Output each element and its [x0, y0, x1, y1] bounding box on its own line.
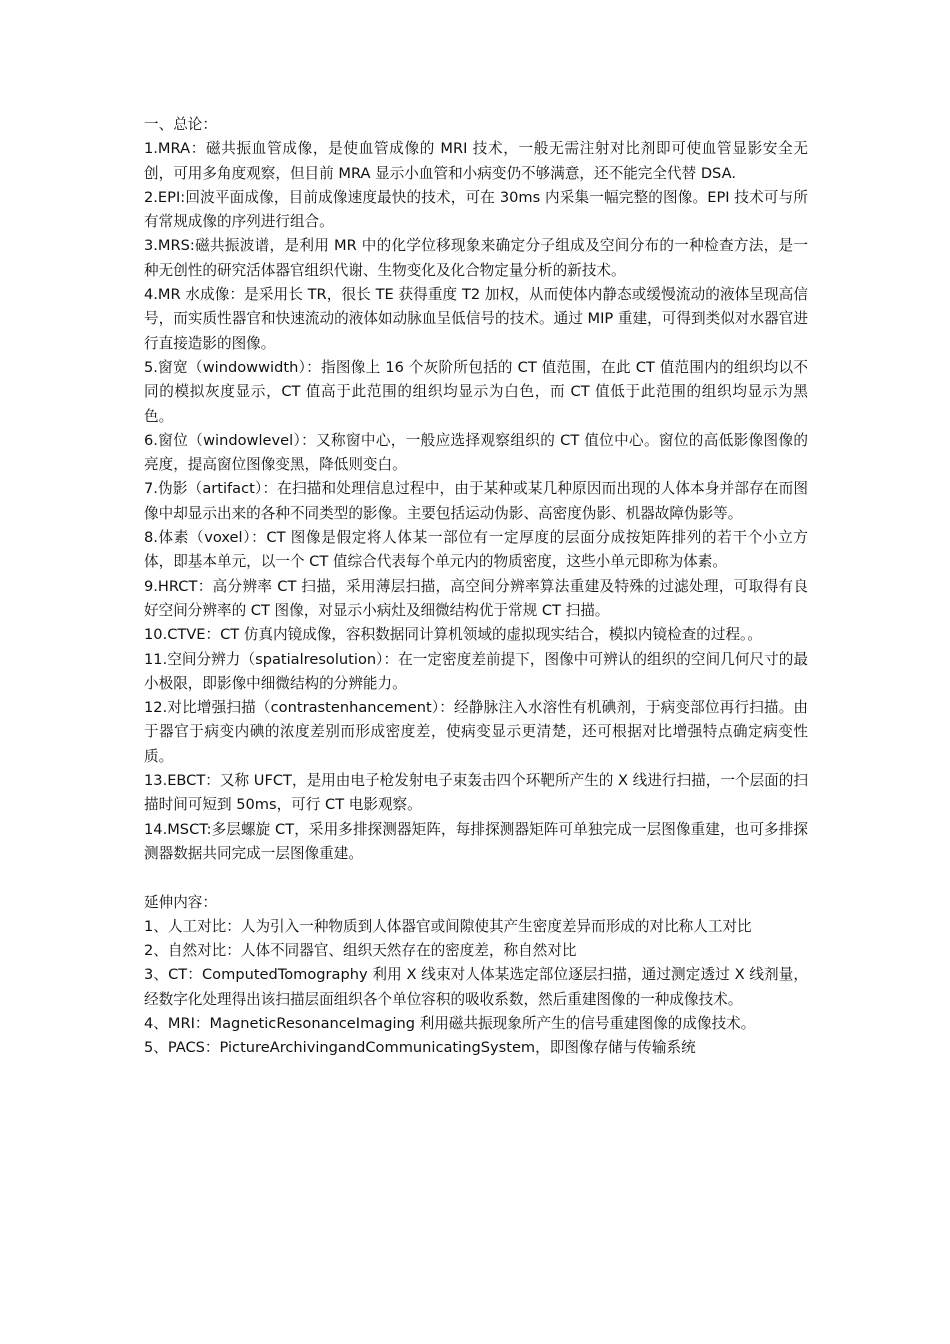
paragraph-hrct: 9.HRCT：高分辨率 CT 扫描，采用薄层扫描，高空间分辨率算法重建及特殊的过滤处理，可取得有良好空间分辨率的 CT 图像，对显示小病灶及细微结构优于常规 CT 扫描。 — [144, 577, 808, 619]
section-heading-general: 一、总论： — [144, 116, 217, 133]
paragraph-mra: 1.MRA：磁共振血管成像，是使血管成像的 MRI 技术，一般无需注射对比剂即可使血管显影安全无创，可用多角度观察，但目前 MRA 显示小血管和小病变仍不够满意，还不能完全代替 DSA. — [144, 140, 808, 182]
paragraph-epi: 2.EPI:回波平面成像，目前成像速度最快的技术，可在 30ms 内采集一幅完整的图像。EPI 技术可与所有常规成像的序列进行组合。 — [144, 188, 808, 231]
section-spacer — [144, 866, 808, 890]
paragraph-artificial-contrast: 1、人工对比：人为引入一种物质到人体器官或间隙使其产生密度差异而形成的对比称人工对比 — [144, 917, 752, 935]
paragraph-mri: 4、MRI：MagneticResonanceImaging 利用磁共振现象所产生的信号重建图像的成像技术。 — [144, 1014, 756, 1032]
document-body — [144, 113, 808, 1061]
paragraph-window-level: 6.窗位（windowlevel）：又称窗中心，一般应选择观察组织的 CT 值位中心。窗位的高低影像图像的亮度，提高窗位图像变黑，降低则变白。 — [144, 431, 808, 474]
paragraph-natural-contrast: 2、自然对比：人体不同器官、组织天然存在的密度差，称自然对比 — [144, 942, 577, 960]
section-heading-extension: 延伸内容： — [144, 893, 217, 911]
paragraph-pacs: 5、PACS：PictureArchivingandCommunicatingSystem，即图像存储与传输系统 — [144, 1039, 696, 1057]
paragraph-contrast-enhancement: 12.对比增强扫描（contrastenhancement）：经静脉注入水溶性有机碘剂，于病变部位再行扫描。由于器官于病变内碘的浓度差别而形成密度差，使病变显示更清楚，还可根据对比增强特点确定病变性质。 — [144, 699, 808, 765]
paragraph-ebct: 13.EBCT：又称 UFCT，是用由电子枪发射电子束轰击四个环靶所产生的 X 线进行扫描，一个层面的扫描时间可短到 50ms，可行 CT 电影观察。 — [144, 772, 808, 814]
paragraph-msct: 14.MSCT:多层螺旋 CT，采用多排探测器矩阵，每排探测器矩阵可单独完成一层图像重建，也可多排探测器数据共同完成一层图像重建。 — [144, 820, 808, 862]
paragraph-voxel: 8.体素（voxel）：CT 图像是假定将人体某一部位有一定厚度的层面分成按矩阵排列的若干个小立方体，即基本单元，以一个 CT 值综合代表每个单元内的物质密度，这些小单元即称为体素。 — [144, 529, 808, 571]
paragraph-spatial-resolution: 11.空间分辨力（spatialresolution）：在一定密度差前提下，图像中可辨认的组织的空间几何尺寸的最小极限，即影像中细微结构的分辨能力。 — [144, 650, 808, 692]
paragraph-window-width: 5.窗宽（windowwidth）：指图像上 16 个灰阶所包括的 CT 值范围，在此 CT 值范围内的组织均以不同的模拟灰度显示，CT 值高于此范围的组织均显示为白色，而 CT 值低于此范围的组织均显示为黑色。 — [144, 358, 808, 425]
paragraph-mrs: 3.MRS:磁共振波谱，是利用 MR 中的化学位移现象来确定分子组成及空间分布的一种检查方法，是一种无创性的研究活体器官组织代谢、生物变化及化合物定量分析的新技术。 — [144, 237, 808, 279]
paragraph-mr-hydrography: 4.MR 水成像：是采用长 TR，很长 TE 获得重度 T2 加权，从而使体内静态或缓慢流动的液体呈现高信号，而实质性器官和快速流动的液体如动脉血呈低信号的技术。通过 MIP 重建，可得到类似对水器官进行直接造影的图像。 — [144, 286, 808, 352]
paragraph-ct: 3、CT：ComputedTomography 利用 X 线束对人体某选定部位逐层扫描，通过测定透过 X 线剂量，经数字化处理得出该扫描层面组织各个单位容积的吸收系数，然后重建图像的一种成像技术。 — [144, 966, 808, 1008]
paragraph-ctve: 10.CTVE：CT 仿真内镜成像，容积数据同计算机领域的虚拟现实结合，模拟内镜检查的过程。。 — [144, 626, 762, 644]
paragraph-artifact: 7.伪影（artifact）：在扫描和处理信息过程中，由于某种或某几种原因而出现的人体本身并部存在而图像中却显示出来的各种不同类型的影像。主要包括运动伪影、高密度伪影、机器故障伪影等。 — [144, 480, 808, 522]
